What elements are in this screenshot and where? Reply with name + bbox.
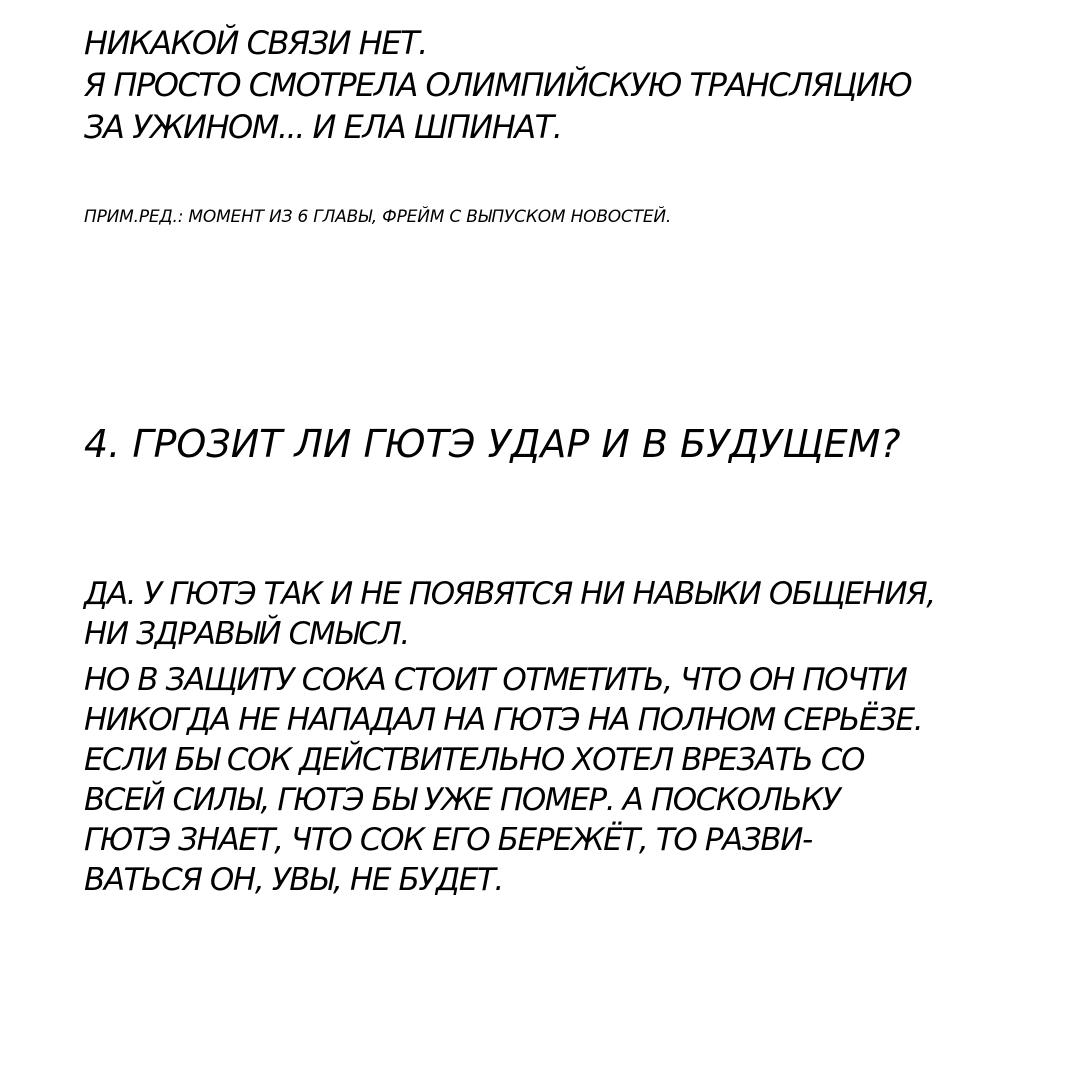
answer-line: ЕСЛИ БЫ СОК ДЕЙСТВИТЕЛЬНО ХОТЕЛ ВРЕЗАТЬ СО (84, 742, 864, 778)
answer-line: ВАТЬСЯ ОН, УВЫ, НЕ БУДЕТ. (84, 862, 503, 898)
answer-text (84, 574, 1004, 906)
answer-line: НИ ЗДРАВЫЙ СМЫСЛ. (84, 616, 409, 652)
answer-line: ДА. У ГЮТЭ ТАК И НЕ ПОЯВЯТСЯ НИ НАВЫКИ ОБЩЕНИЯ, (84, 576, 935, 612)
answer-line: ВСЕЙ СИЛЫ, ГЮТЭ БЫ УЖЕ ПОМЕР. А ПОСКОЛЬКУ (84, 782, 840, 818)
section-heading: 4. ГРОЗИТ ЛИ ГЮТЭ УДАР И В БУДУЩЕМ? (84, 422, 901, 466)
intro-line: ЗА УЖИНОМ... И ЕЛА ШПИНАТ. (84, 108, 562, 146)
intro-text (84, 22, 984, 148)
intro-line: НИКАКОЙ СВЯЗИ НЕТ. (84, 24, 427, 62)
editor-note: ПРИМ.РЕД.: МОМЕНТ ИЗ 6 ГЛАВЫ, ФРЕЙМ С ВЫПУСКОМ НОВОСТЕЙ. (84, 207, 672, 227)
answer-line: НИКОГДА НЕ НАПАДАЛ НА ГЮТЭ НА ПОЛНОМ СЕРЬЁЗЕ. (84, 702, 923, 738)
answer-paragraph-2 (84, 660, 1004, 900)
answer-line: ГЮТЭ ЗНАЕТ, ЧТО СОК ЕГО БЕРЕЖЁТ, ТО РАЗВИ- (84, 822, 812, 858)
intro-line: Я ПРОСТО СМОТРЕЛА ОЛИМПИЙСКУЮ ТРАНСЛЯЦИЮ (84, 66, 912, 104)
answer-paragraph-1 (84, 574, 1004, 654)
answer-line: НО В ЗАЩИТУ СОКА СТОИТ ОТМЕТИТЬ, ЧТО ОН ПОЧТИ (84, 662, 907, 698)
